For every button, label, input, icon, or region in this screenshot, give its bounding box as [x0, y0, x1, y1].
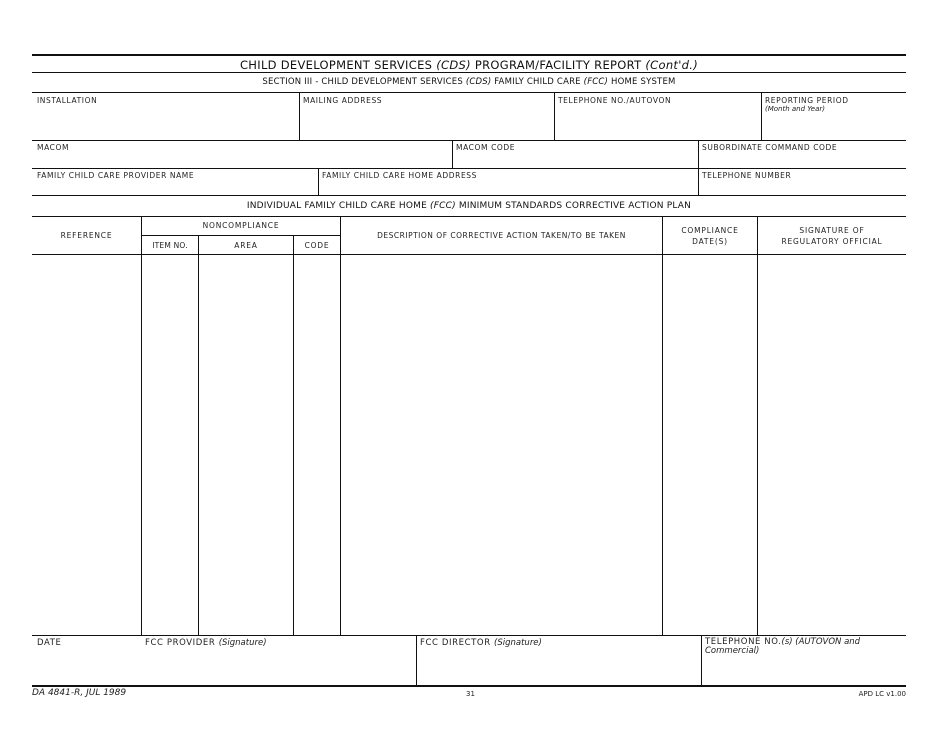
top-border [32, 54, 906, 56]
telephone-number-label: TELEPHONE NUMBER [702, 171, 792, 180]
area-entry-area[interactable] [199, 255, 293, 635]
title-rest: PROGRAM/FACILITY REPORT [474, 58, 642, 72]
fcc-director-sublabel: (Signature) [494, 638, 542, 648]
col-item-no: ITEM NO. [152, 241, 188, 250]
date-field[interactable] [32, 636, 142, 685]
telephone-autovon-label: TELEPHONE NO./AUTOVON [558, 96, 672, 105]
macom-label: MACOM [37, 143, 70, 152]
divider [32, 72, 906, 73]
mailing-address-label: MAILING ADDRESS [303, 96, 383, 105]
code-entry-area[interactable] [294, 255, 340, 635]
col-description: DESCRIPTION OF CORRECTIVE ACTION TAKEN/TO BE TAKEN [377, 231, 626, 240]
reporting-period-label: REPORTING PERIOD [765, 96, 849, 105]
section-title [32, 77, 906, 87]
col-code: CODE [304, 241, 330, 250]
macom-code-label: MACOM CODE [456, 143, 516, 152]
installation-label: INSTALLATION [37, 96, 98, 105]
telephone-autovon-commercial-field[interactable] [702, 636, 906, 685]
plan-title-prefix: INDIVIDUAL FAMILY CHILD CARE HOME [246, 201, 427, 211]
version-label: APD LC v1.00 [858, 690, 906, 698]
fcc-provider-signature-field[interactable] [142, 636, 416, 685]
title-contd: (Cont'd.) [645, 58, 699, 72]
reporting-period-field[interactable] [762, 93, 906, 140]
col-signature-line2: REGULATORY OFFICIAL [781, 237, 883, 246]
divider [32, 216, 906, 217]
col-compliance-line2: DATE(S) [692, 237, 728, 246]
provider-name-field[interactable] [32, 169, 318, 195]
telephone-label [705, 638, 860, 656]
section-cds: (CDS) [465, 77, 492, 87]
col-area: AREA [234, 241, 258, 250]
description-entry-area[interactable] [341, 255, 662, 635]
compliance-dates-entry-area[interactable] [663, 255, 757, 635]
fcc-provider-sublabel: (Signature) [218, 638, 267, 648]
fcc-director-signature-field[interactable] [417, 636, 701, 685]
fcc-director-label-text: FCC DIRECTOR [420, 638, 491, 648]
section-prefix: SECTION III - CHILD DEVELOPMENT SERVICES [262, 77, 463, 87]
fcc-provider-label [145, 638, 267, 648]
home-address-field[interactable] [319, 169, 698, 195]
form-id: DA 4841-R, JUL 1989 [32, 688, 127, 698]
provider-name-label: FAMILY CHILD CARE PROVIDER NAME [37, 171, 195, 180]
section-mid: FAMILY CHILD CARE [494, 77, 581, 87]
col-signature [758, 225, 906, 247]
reference-entry-area[interactable] [32, 255, 141, 635]
telephone-label-text: TELEPHONE NO. [705, 637, 782, 647]
section-fcc: (FCC) [583, 77, 609, 87]
telephone-number-field[interactable] [699, 169, 906, 195]
item-no-entry-area[interactable] [142, 255, 198, 635]
title-main: CHILD DEVELOPMENT SERVICES [239, 58, 433, 72]
telephone-sublabel-2: Commercial) [705, 646, 760, 656]
fcc-director-label [420, 638, 542, 648]
reporting-period-sublabel: (Month and Year) [765, 105, 826, 113]
home-address-label: FAMILY CHILD CARE HOME ADDRESS [322, 171, 478, 180]
col-compliance-dates [663, 225, 757, 247]
fcc-provider-label-text: FCC PROVIDER [145, 638, 216, 648]
macom-field[interactable] [32, 141, 452, 168]
plan-title [32, 201, 906, 211]
date-label: DATE [37, 638, 62, 648]
telephone-autovon-field[interactable] [555, 93, 761, 140]
subordinate-command-code-label: SUBORDINATE COMMAND CODE [702, 143, 838, 152]
page-number: 31 [466, 690, 475, 698]
mailing-address-field[interactable] [300, 93, 554, 140]
col-signature-line1: SIGNATURE OF [799, 226, 865, 235]
signature-entry-area[interactable] [758, 255, 906, 635]
divider [32, 195, 906, 196]
col-noncompliance: NONCOMPLIANCE [202, 221, 280, 230]
col-compliance-line1: COMPLIANCE [681, 226, 739, 235]
plan-title-suffix: MINIMUM STANDARDS CORRECTIVE ACTION PLAN [458, 201, 692, 211]
telephone-sublabel-1: (s) (AUTOVON and [781, 637, 861, 647]
section-suffix: HOME SYSTEM [610, 77, 676, 87]
col-reference: REFERENCE [60, 231, 113, 240]
form-title [32, 58, 906, 72]
plan-title-fcc: (FCC) [430, 201, 456, 211]
bottom-border [32, 685, 906, 687]
divider [141, 235, 340, 236]
subordinate-command-code-field[interactable] [699, 141, 906, 168]
macom-code-field[interactable] [453, 141, 698, 168]
installation-field[interactable] [32, 93, 299, 140]
title-cds: (CDS) [436, 58, 471, 72]
